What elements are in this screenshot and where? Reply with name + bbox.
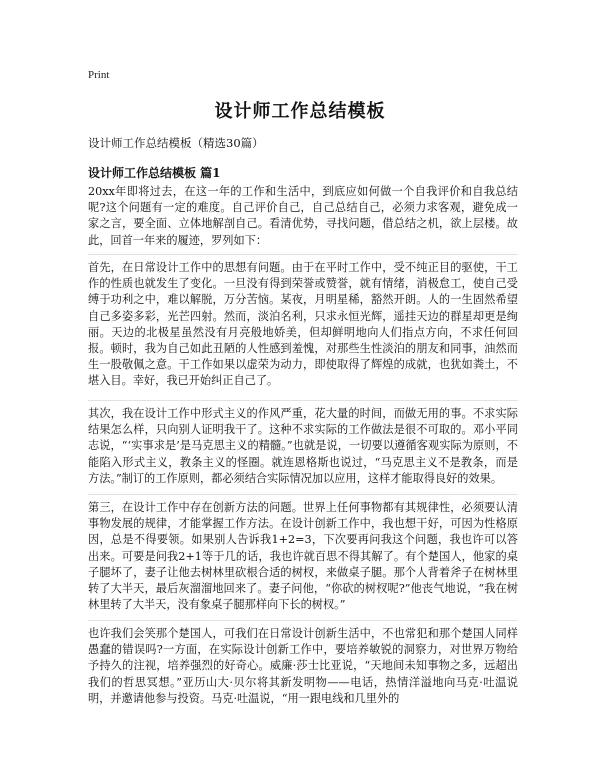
paragraph-divider — [88, 254, 518, 255]
paragraph-second: 其次，我在设计工作中形式主义的作风严重，花大量的时间，而做无用的事。不求实际结果怎么样，只向别人证明我干了。这种不求实际的工作做法是很不可取的。邓小平同志说，“‘实事求是’是马克思主义的精髓。”也就是说，一切要以遵循客观实际为原则，不能陷入形式主义，教条主义的怪圈。就连恩格斯也说过，“马克思主义不是教条，而是方法。”制订的工作原则，都必须结合实际情况加以应用，这样才能取得良好的效果。 — [88, 407, 518, 485]
paragraph-first: 首先，在日常设计工作中的思想有问题。由于在平时工作中，受不纯正目的驱使，干工作的性质也就发生了变化。一旦没有得到荣誉或赞誉，就有情绪，消极怠工，使自己受缚于功利之中，难以解脱，万分苦恼。某夜，月明星稀，豁然开朗。人的一生固然希望自己多姿多彩，光芒四射。然而，淡泊名利，只求永恒光辉，遥挂天边的群星却更是绚丽。天边的北极星虽然没有月亮般地娇美，但却鲜明地向人们指点方向，不求任何回报。顿时，我为自己如此丑陋的人性感到羞愧，对那些生性淡泊的朋友和同事，油然而生一股敬佩之意。干工作如果以虚荣为动力，即使取得了辉煌的成就，也犹如粪土，不堪入目。幸好，我已开始纠正自己了。 — [88, 261, 518, 388]
paragraph-divider — [88, 494, 518, 495]
section-heading: 设计师工作总结模板 篇1 — [88, 166, 221, 180]
paragraph-divider — [88, 620, 518, 621]
paragraph-intro: 20xx年即将过去，在这一年的工作和生活中，到底应如何做一个自我评价和自我总结呢?这个问题有一定的难度。自己评价自己，自己总结自己，必须力求客观，避免成一家之言，要全面、立体地解剖自己。看清优势，寻找问题，借总结之机，欲上层楼。故此，回首一年来的履迹，罗列如下： — [88, 185, 518, 247]
print-link[interactable]: Print — [88, 69, 110, 81]
paragraph-divider — [88, 400, 518, 401]
document-subtitle: 设计师工作总结模板（精选30篇） — [88, 136, 264, 150]
paragraph-third: 第三，在设计工作中存在创新方法的问题。世界上任何事物都有其规律性，必须要认清事物发展的规律，才能掌握工作方法。在设计创新工作中，我也想干好，可因为性格原因，总是不得要领。如果别人告诉我1+2=3，下次要再问我这个问题，我也许可以答出来。可要是问我2+1等于几的话，我也许就百思不得其解了。有个楚国人，他家的桌子腿坏了，妻子让他去树林里砍根合适的树杈，来做桌子腿。那个人背着斧子在树林里转了大半天，最后灰溜溜地回来了。妻子问他，“你砍的树杈呢?”他丧气地说，“我在树林里转了大半天，没有象桌子腿那样向下长的树杈。” — [88, 501, 518, 612]
paragraph-fourth: 也许我们会笑那个楚国人，可我们在日常设计创新生活中，不也常犯和那个楚国人同样愚蠢的错误吗?一方面，在实际设计创新工作中，要培养敏锐的洞察力，对世界万物给予持久的注视，培养强烈的好奇心。威廉·莎士比亚说，“天地间未知事物之多，远超出我们的哲思冥想。”亚历山大·贝尔将其新发明物——电话，热情洋溢地向马克·吐温说明，并邀请他参与投资。马克·吐温说，“用一跟电线和几里外的 — [88, 627, 518, 705]
page-title: 设计师工作总结模板 — [214, 101, 386, 122]
